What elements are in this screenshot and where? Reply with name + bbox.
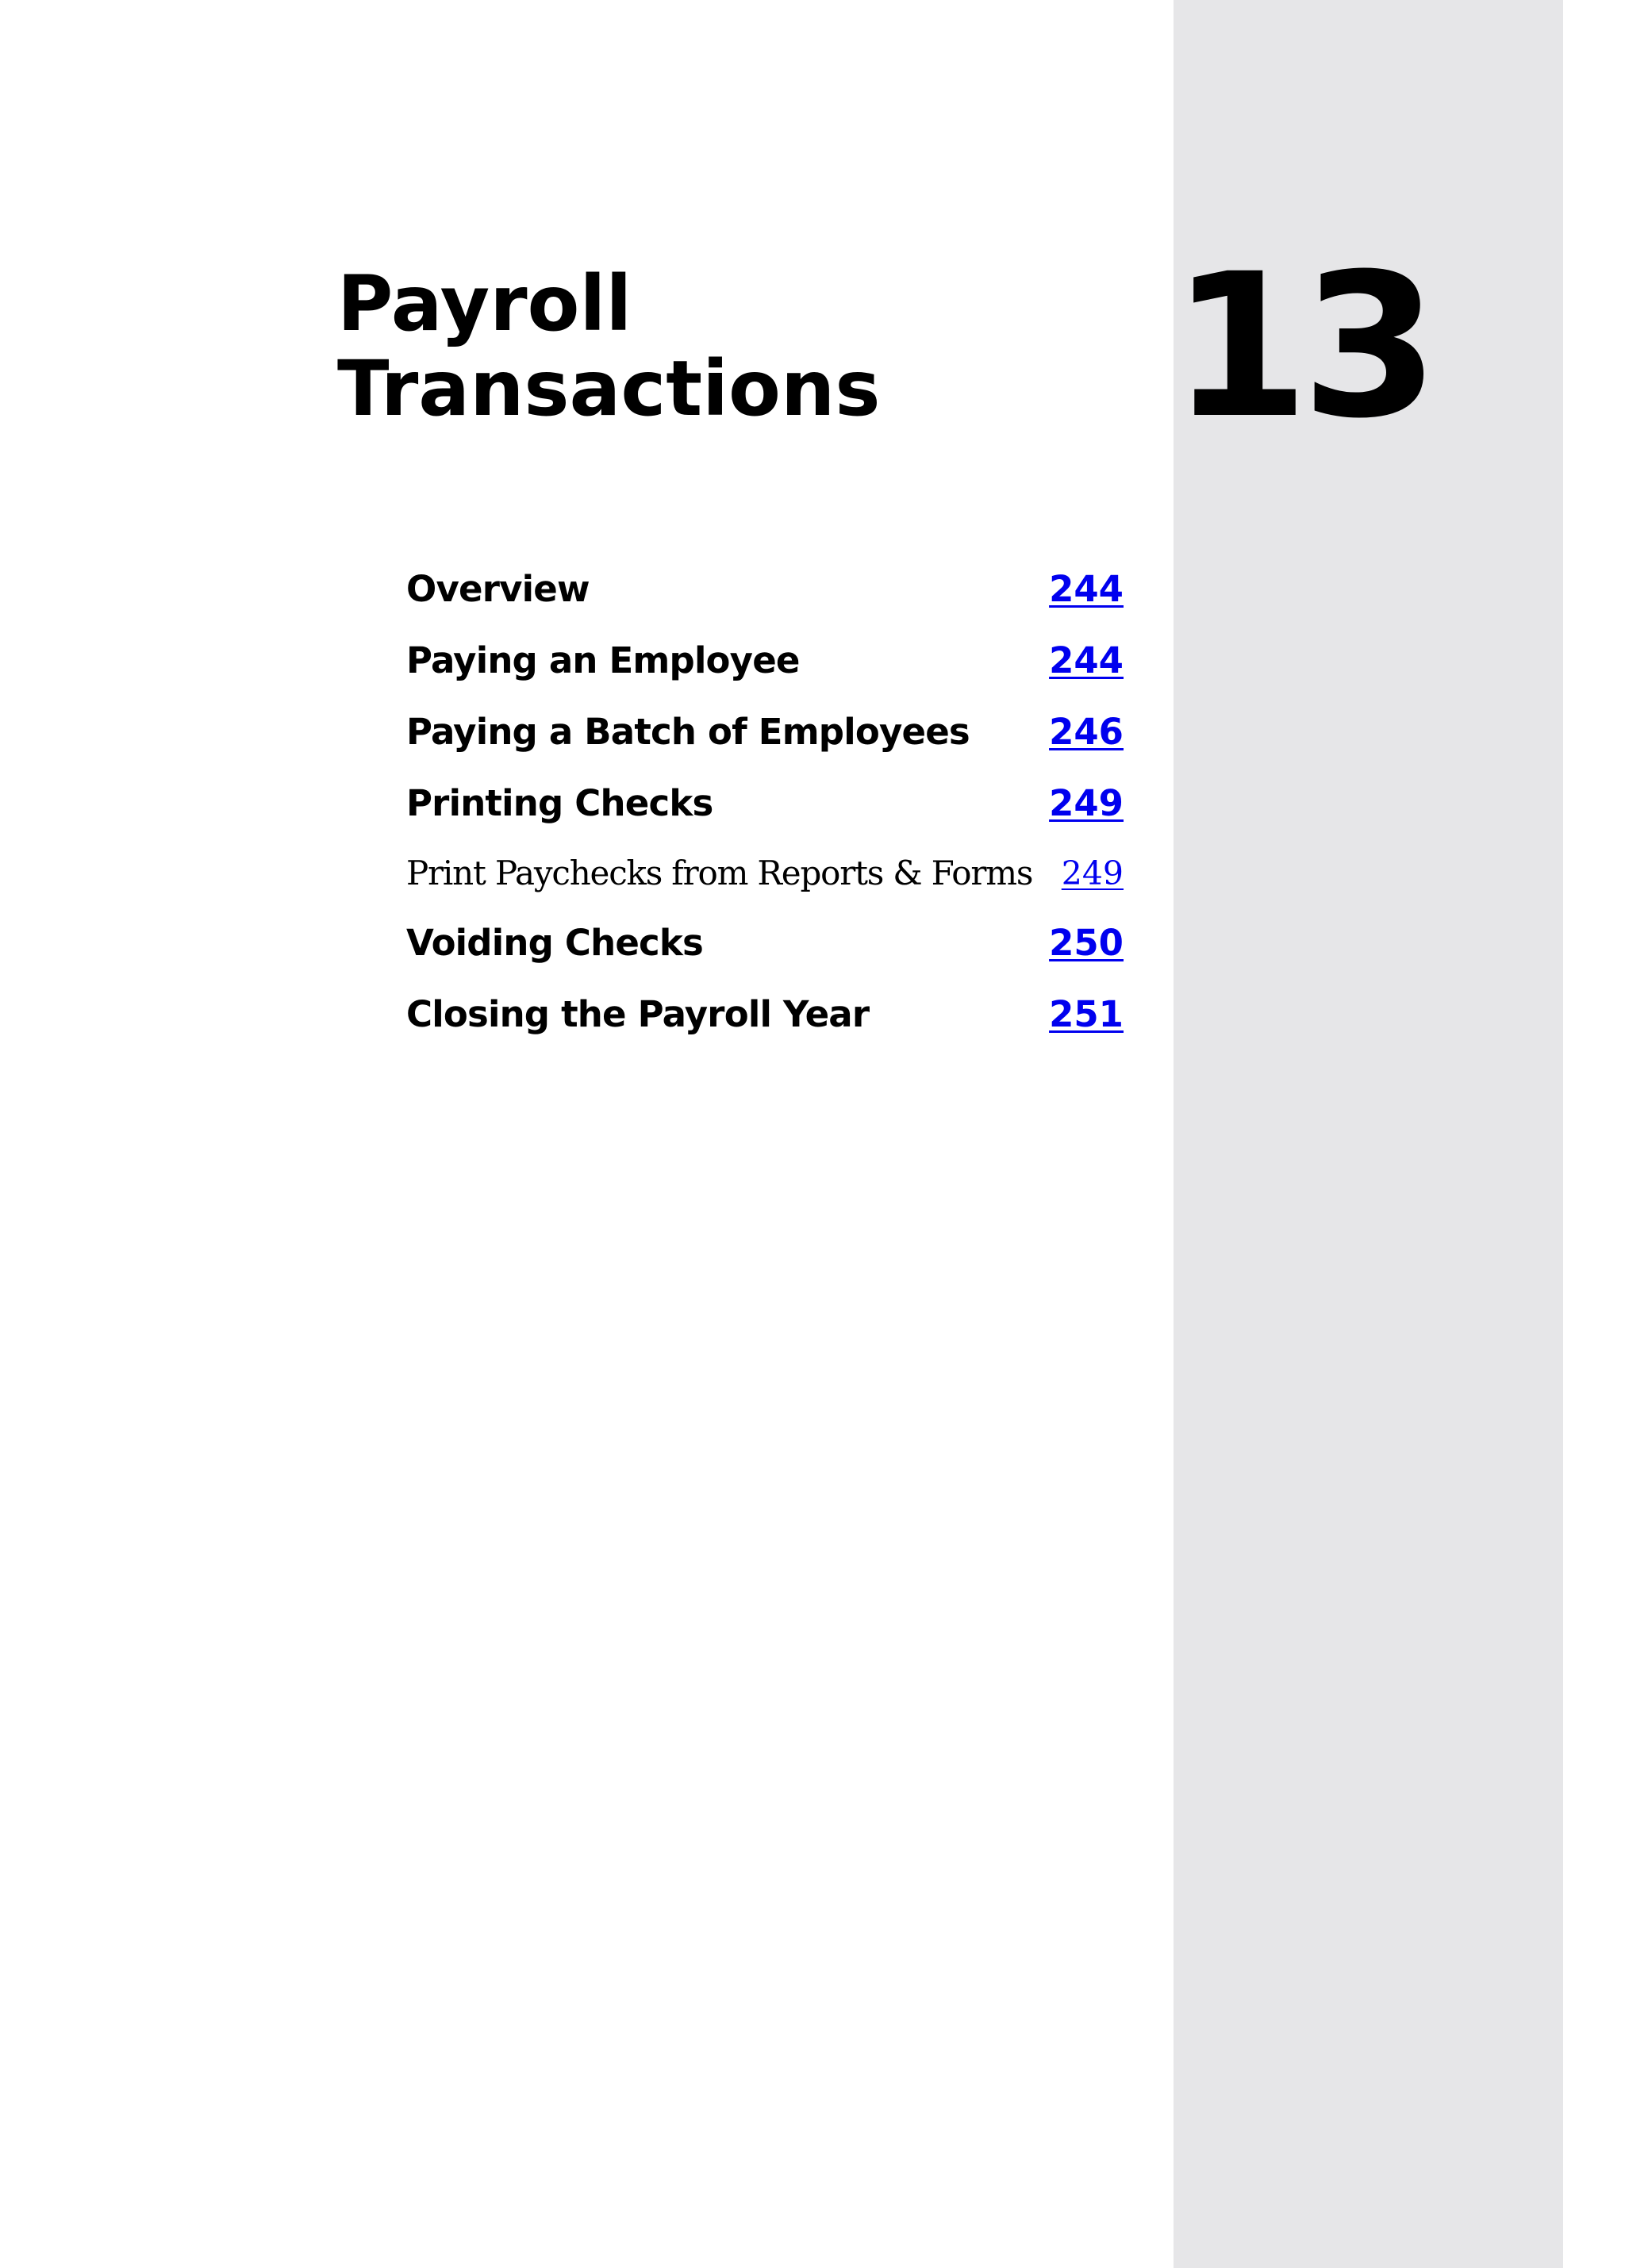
toc-page-link[interactable]: 244 <box>1049 639 1124 681</box>
chapter-title <box>337 259 881 433</box>
toc-page-link[interactable]: 249 <box>1061 854 1124 892</box>
chapter-title-line-2: Transactions <box>337 344 881 433</box>
toc-page-link[interactable]: 250 <box>1049 922 1124 964</box>
toc-entry-label: Paying an Employee <box>406 639 800 681</box>
toc-entry-label: Closing the Payroll Year <box>406 993 870 1035</box>
toc-entry-printing-checks <box>406 782 1124 854</box>
toc-entry-paying-an-employee <box>406 639 1124 711</box>
toc-page-link[interactable]: 246 <box>1049 711 1124 753</box>
toc-entry-label: Printing Checks <box>406 782 713 824</box>
toc-page-link[interactable]: 244 <box>1049 568 1124 610</box>
chapter-number: 13 <box>1171 231 1431 462</box>
chapter-title-line-1: Payroll <box>337 259 632 348</box>
toc-page-link[interactable]: 249 <box>1049 782 1124 824</box>
toc-entry-label: Voiding Checks <box>406 922 704 964</box>
toc-entry-label: Print Paychecks from Reports & Forms <box>406 854 1033 892</box>
toc-entry-label: Paying a Batch of Employees <box>406 711 970 753</box>
table-of-contents <box>406 568 1124 1065</box>
toc-entry-paying-a-batch <box>406 711 1124 782</box>
toc-entry-closing-payroll-year <box>406 993 1124 1065</box>
toc-page-link[interactable]: 251 <box>1049 993 1124 1035</box>
toc-entry-voiding-checks <box>406 922 1124 993</box>
toc-entry-overview <box>406 568 1124 639</box>
toc-subentry-print-paychecks <box>406 854 1124 922</box>
toc-entry-label: Overview <box>406 568 590 610</box>
